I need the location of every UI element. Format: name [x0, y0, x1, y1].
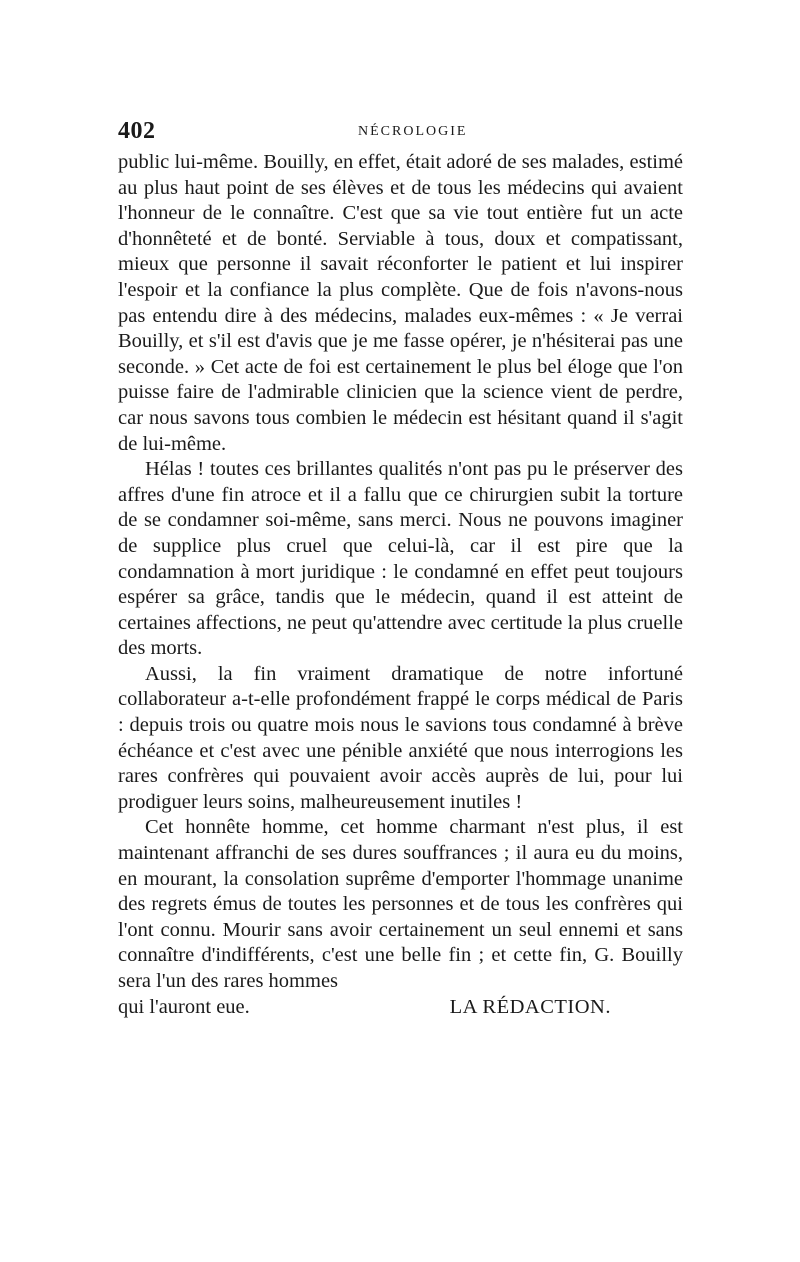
closing-line — [118, 995, 683, 1021]
page-header — [118, 118, 683, 148]
paragraph: Cet honnête homme, cet homme charmant n'est plus, il est maintenant affranchi de ses dures souffrances ; il aura eu du moins, en mourant, la consolation suprême d'emporter l'hommage unanime des regrets émus de toutes les personnes et de tous les confrères qui l'ont connu. Mourir sans avoir certainement un seul ennemi et sans connaître d'indifférents, c'est une belle fin ; et cette fin, G. Bouilly sera l'un des rares hommes — [118, 816, 683, 992]
paragraph: Hélas ! toutes ces brillantes qualités n'ont pas pu le préserver des affres d'une fin atroce et il a fallu que ce chirurgien subit la torture de se condamner soi-même, sans merci. Nous ne pouvons imaginer de supplice plus cruel que celui-là, car il est pire que la condamnation à mort juridique : le condamné en effet peut toujours espérer sa grâce, tandis que le médecin, quand il est atteint de certaines affections, ne peut qu'attendre avec certitude la plus cruelle des morts. — [118, 458, 683, 660]
paragraph: Aussi, la fin vraiment dramatique de notre infortuné collaborateur a-t-elle profondément frappé le corps médical de Paris : depuis trois ou quatre mois nous le savions tous condamné à brève échéance et c'est avec une pénible anxiété que nous interrogions les rares confrères qui pouvaient avoir accès auprès de lui, pour lui prodiguer leurs soins, malheureusement inutiles ! — [118, 662, 683, 813]
signature: LA RÉDACTION. — [449, 995, 611, 1018]
paragraph: public lui-même. Bouilly, en effet, était adoré de ses malades, estimé au plus haut point de ses élèves et de tous les médecins qui avaient l'honneur de le connaître. C'est que sa vie tout entière fut un acte d'honnêteté et de bonté. Serviable à tous, doux et compatissant, mieux que personne il savait réconforter le patient et lui inspirer l'espoir et la confiance la plus complète. Que de fois n'avons-nous pas entendu dire à des médecins, malades eux-mêmes : « Je verrai Bouilly, et s'il est d'avis que je me fasse opérer, je n'hésiterai pas une seconde. » Cet acte de foi est certainement le plus bel éloge que l'on puisse faire de l'admirable clinicien que la science vient de perdre, car nous savons tous combien le médecin est hésitant quand il s'agit de lui-même. — [118, 151, 683, 455]
running-head: NÉCROLOGIE — [358, 124, 468, 139]
body-text — [118, 150, 683, 1020]
closing-text: qui l'auront eue. — [118, 995, 250, 1018]
page-number: 402 — [118, 118, 156, 144]
